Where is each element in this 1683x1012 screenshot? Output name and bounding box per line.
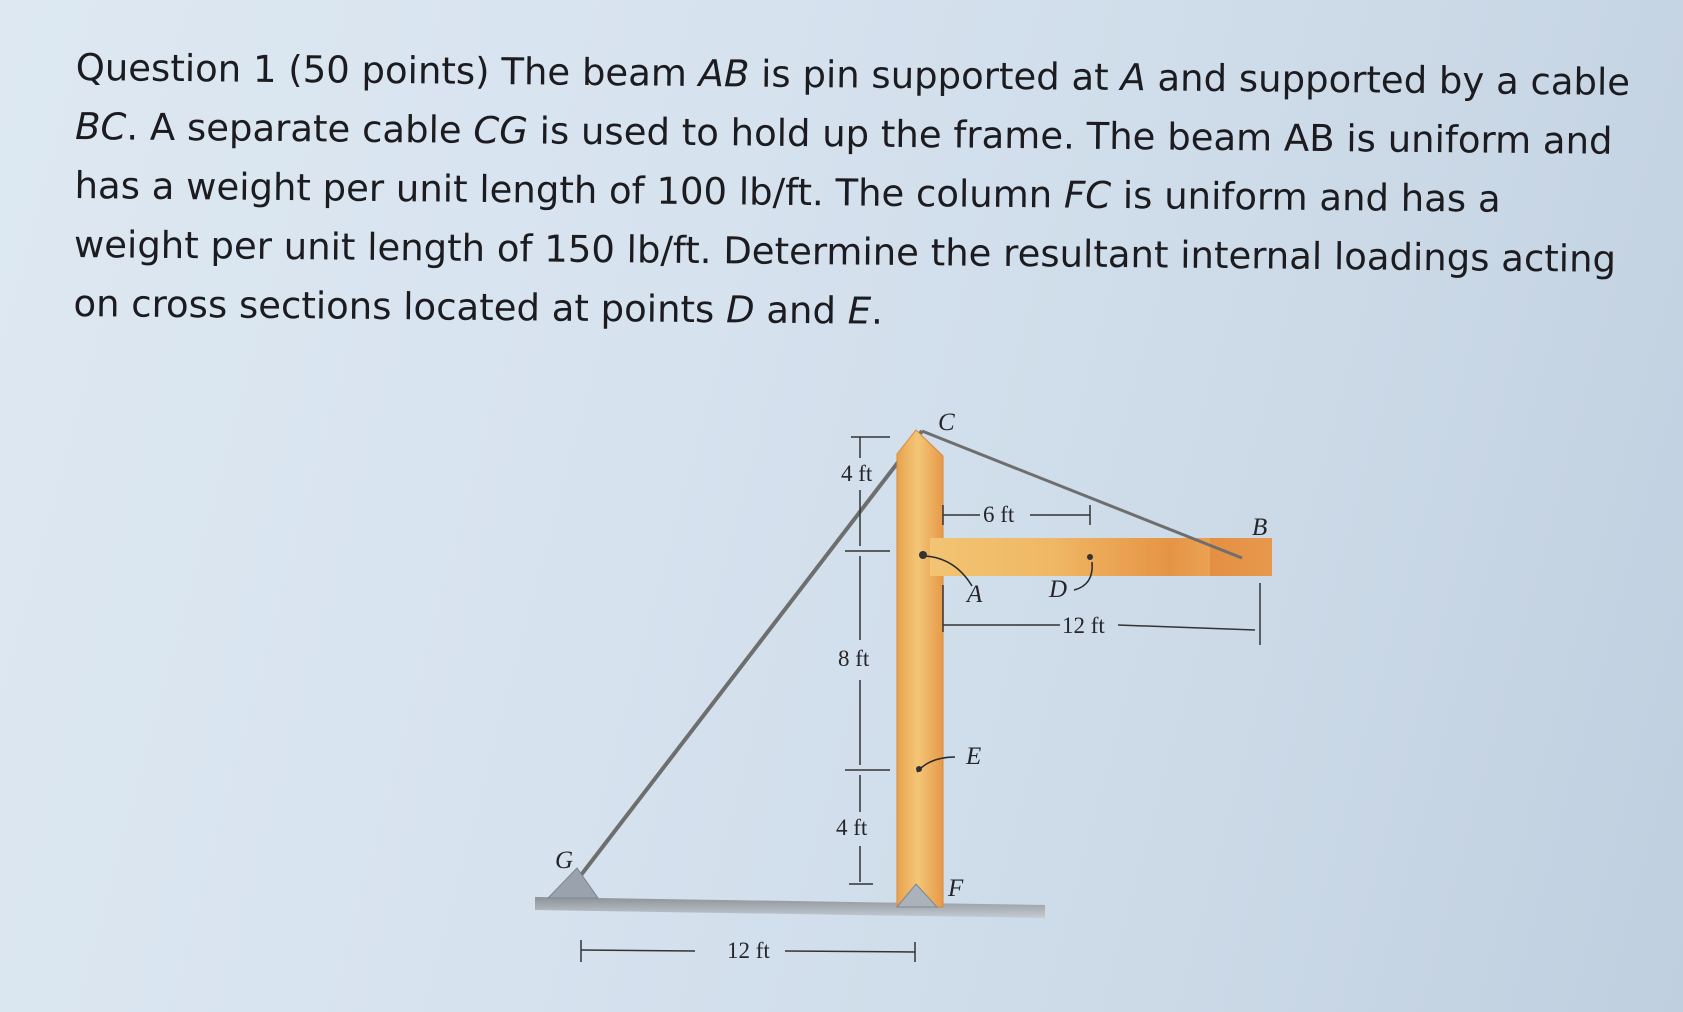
italic-BC: BC [74, 104, 127, 149]
italic-CG: CG [473, 108, 529, 153]
italic-AB: AB [698, 51, 750, 96]
dim-beam-6ft: 6 ft [983, 502, 1015, 527]
text-run: is pin supported at [749, 52, 1121, 100]
ground [535, 897, 1045, 918]
dim-bot-4ft: 4 ft [836, 815, 868, 840]
text-run: is used to hold up the frame. The beam AB is uniform and has a weight per unit length of 100 lb/ft. The column [74, 109, 1613, 217]
point-d-dot [1087, 554, 1093, 560]
label-g: G [555, 847, 574, 874]
italic-D: D [725, 288, 755, 332]
column-fc [897, 430, 943, 907]
italic-A: A [1120, 56, 1146, 100]
dim-beam-12ft: 12 ft [1062, 613, 1105, 638]
question-heading: Question 1 (50 points) [75, 45, 490, 93]
dim-top-4ft: 4 ft [841, 461, 873, 486]
text-run: The beam [489, 49, 699, 95]
dim-mid-8ft: 8 ft [838, 646, 870, 671]
label-d: D [1049, 576, 1068, 603]
italic-E: E [847, 289, 872, 333]
pin-a [919, 551, 927, 559]
label-b: B [1252, 514, 1268, 541]
label-c: C [938, 409, 955, 436]
text-run: . [870, 289, 884, 333]
text-run: and supported by a cable [1145, 56, 1631, 104]
text-run: . A separate cable [126, 105, 474, 152]
text-run: and [754, 288, 848, 333]
italic-FC: FC [1063, 173, 1112, 217]
dim-ground-12ft: 12 ft [727, 938, 770, 963]
label-f: F [948, 875, 964, 902]
label-a: A [967, 581, 983, 608]
label-e: E [966, 743, 982, 770]
text-run: is uniform and has a weight per unit length of 150 lb/ft. Determine the resultant internal loadings acting on cross sections located at points [73, 173, 1617, 332]
